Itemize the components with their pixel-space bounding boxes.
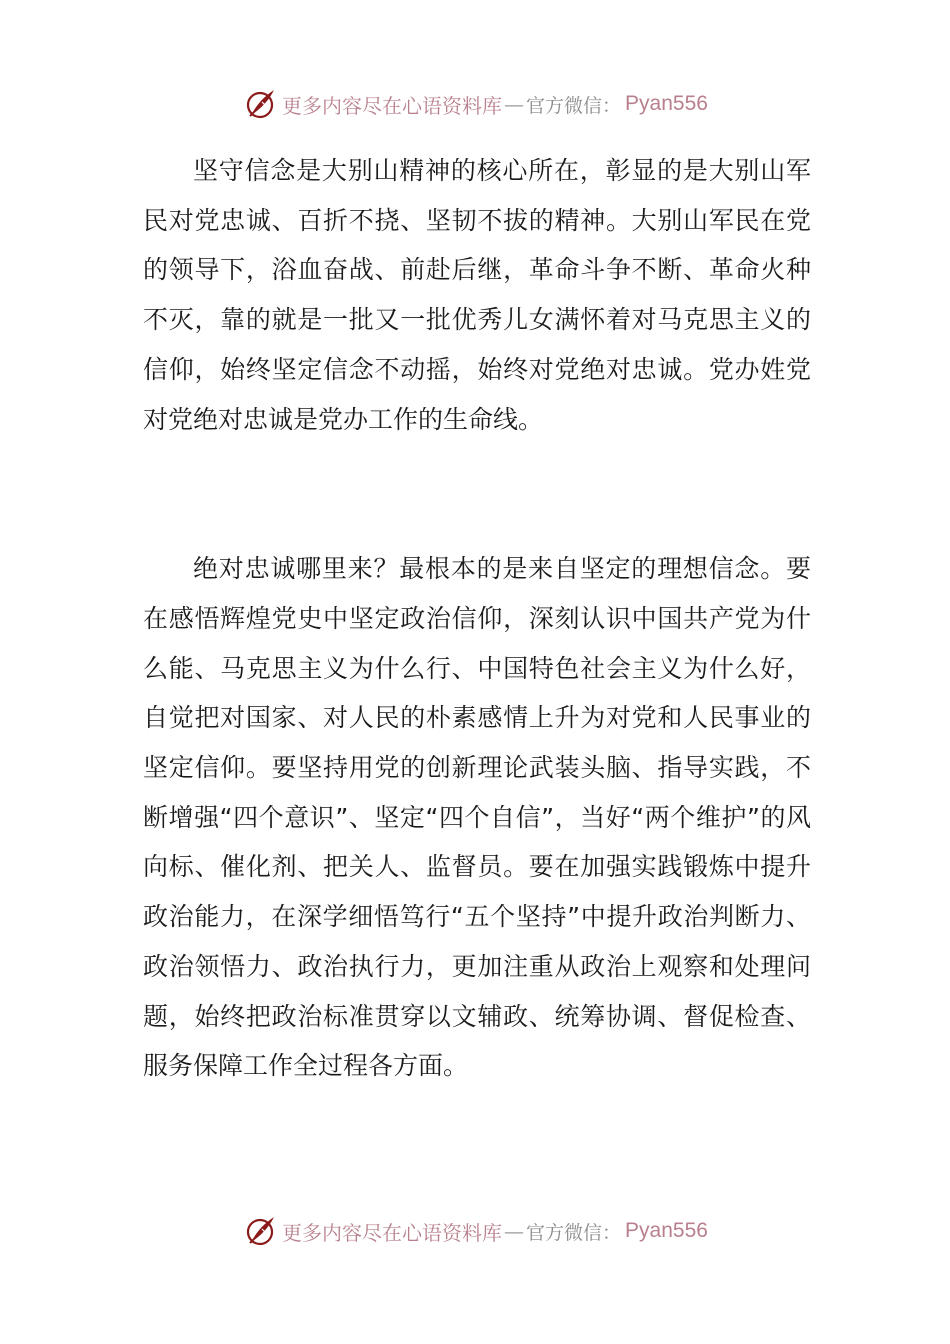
- watermark-separator: —: [504, 92, 525, 116]
- quill-logo-icon: [242, 1213, 278, 1249]
- watermark-text: 更多内容尽在心语资料库: [282, 1220, 503, 1245]
- watermark-handle: Pyan556: [625, 92, 708, 115]
- watermark-separator: —: [504, 1219, 525, 1243]
- watermark-text: 更多内容尽在心语资料库: [282, 93, 503, 118]
- paragraph-2: 绝对忠诚哪里来？最根本的是来自坚定的理想信念。要在感悟辉煌党史中坚定政治信仰，深刻认识中国共产党为什么能、马克思主义为什么行、中国特色社会主义为什么好，自觉把对国家、对人民的朴素感情上升为对党和人民事业的坚定信仰。要坚持用党的创新理论武装头脑、指导实践，不断增强“四个意识”、坚定“四个自信”，当好“两个维护”的风向标、催化剂、把关人、监督员。要在加强实践锻炼中提升政治能力，在深学细悟笃行“五个坚持”中提升政治判断力、政治领悟力、政治执行力，更加注重从政治上观察和处理问题，始终把政治标准贯穿以文辅政、统筹协调、督促检查、服务保障工作全过程各方面。: [143, 554, 811, 1081]
- watermark-label: 官方微信：: [526, 1221, 622, 1244]
- watermark-label: 官方微信：: [526, 94, 622, 117]
- header-watermark: [0, 84, 950, 124]
- quill-logo-icon: [242, 86, 278, 122]
- paragraph-1: 坚守信念是大别山精神的核心所在，彰显的是大别山军民对党忠诚、百折不挠、坚韧不拔的精神。大别山军民在党的领导下，浴血奋战、前赴后继，革命斗争不断、革命火种不灭，靠的就是一批又一批优秀儿女满怀着对马克思主义的信仰，始终坚定信念不动摇，始终对党绝对忠诚。党办姓党对党绝对忠诚是党办工作的生命线。: [143, 156, 811, 434]
- footer-watermark: [0, 1211, 950, 1251]
- watermark-handle: Pyan556: [625, 1219, 708, 1242]
- document-body: [143, 146, 811, 1091]
